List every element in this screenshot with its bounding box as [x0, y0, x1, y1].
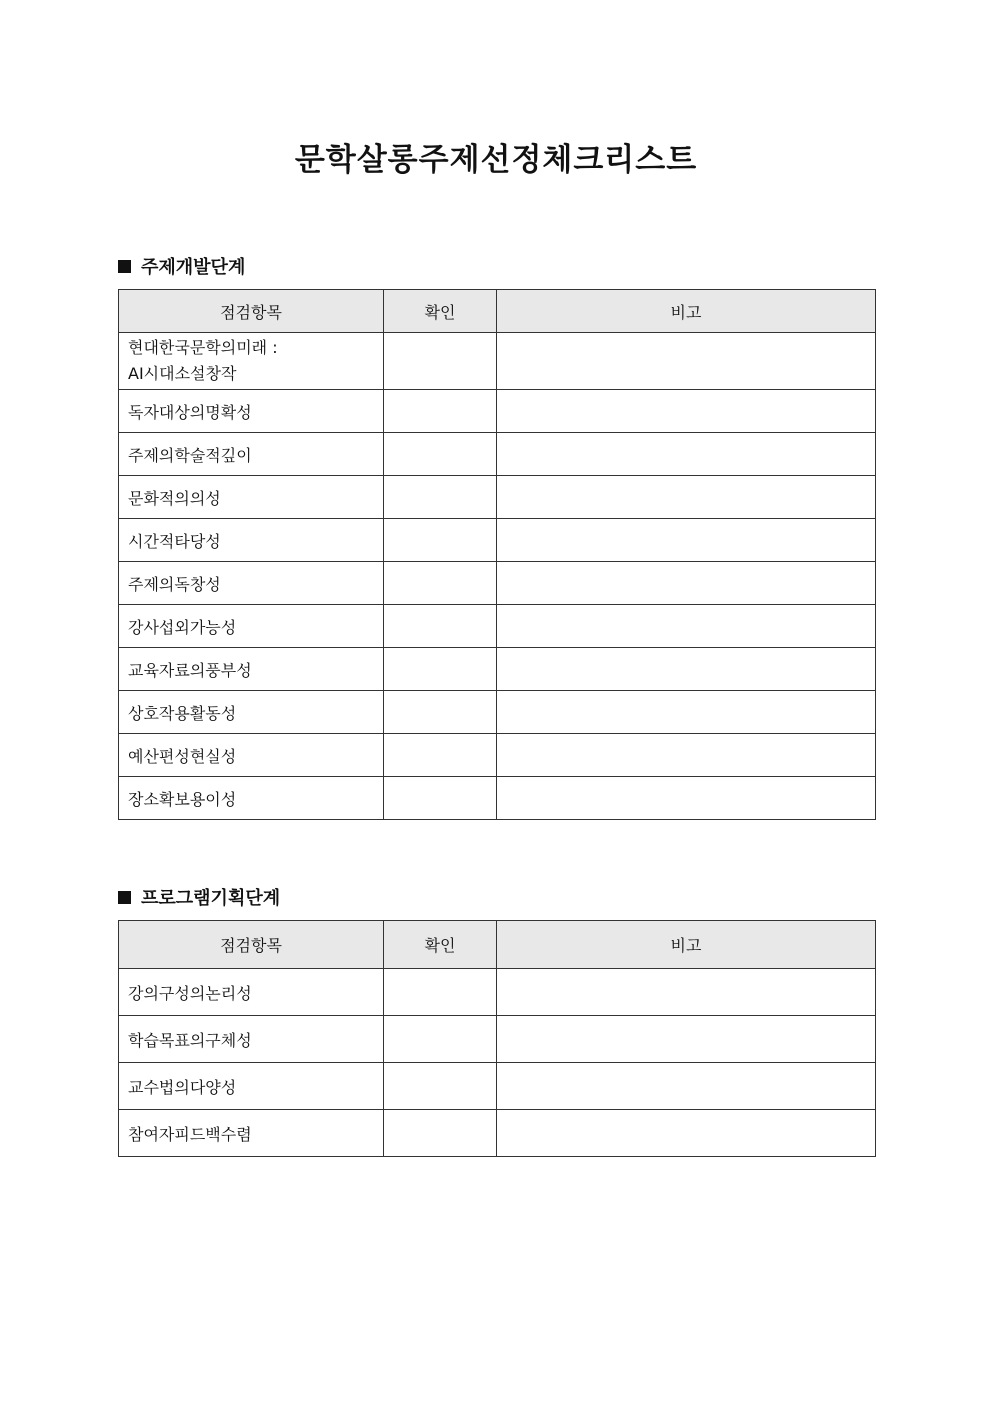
item-cell: 장소확보용이성 [119, 777, 384, 820]
note-cell[interactable] [497, 476, 876, 519]
note-cell[interactable] [497, 333, 876, 390]
table-row [119, 648, 876, 691]
table-row [119, 1016, 876, 1063]
square-bullet-icon [118, 891, 131, 904]
item-cell: 교수법의다양성 [119, 1063, 384, 1110]
confirm-cell[interactable] [384, 691, 497, 734]
item-cell: 주제의독창성 [119, 562, 384, 605]
table-row [119, 476, 876, 519]
item-cell [119, 333, 384, 390]
item-cell: 문화적의의성 [119, 476, 384, 519]
confirm-cell[interactable] [384, 390, 497, 433]
confirm-cell[interactable] [384, 1063, 497, 1110]
item-cell: 주제의학술적깊이 [119, 433, 384, 476]
confirm-cell[interactable] [384, 734, 497, 777]
item-cell: 강사섭외가능성 [119, 605, 384, 648]
note-cell[interactable] [497, 777, 876, 820]
confirm-cell[interactable] [384, 648, 497, 691]
confirm-cell[interactable] [384, 1110, 497, 1157]
square-bullet-icon [118, 260, 131, 273]
confirm-cell[interactable] [384, 562, 497, 605]
confirm-cell[interactable] [384, 969, 497, 1016]
note-cell[interactable] [497, 519, 876, 562]
column-header-note: 비고 [497, 921, 876, 969]
item-cell: 상호작용활동성 [119, 691, 384, 734]
note-cell[interactable] [497, 734, 876, 777]
note-cell[interactable] [497, 648, 876, 691]
confirm-cell[interactable] [384, 605, 497, 648]
page-title: 문학살롱주제선정체크리스트 [294, 142, 698, 178]
item-cell: 시간적타당성 [119, 519, 384, 562]
table-row [119, 333, 876, 390]
checklist-table-program-planning [118, 920, 876, 1157]
section-heading-label: 주제개발단계 [141, 257, 246, 278]
table-row [119, 605, 876, 648]
item-label-line1: 현대한국문학의미래 : [128, 338, 278, 357]
confirm-cell[interactable] [384, 519, 497, 562]
item-cell: 학습목표의구체성 [119, 1016, 384, 1063]
column-header-note: 비고 [497, 290, 876, 333]
column-header-item: 점검항목 [119, 921, 384, 969]
table-row [119, 777, 876, 820]
item-label-line2: AI시대소설창작 [128, 364, 237, 383]
note-cell[interactable] [497, 969, 876, 1016]
note-cell[interactable] [497, 605, 876, 648]
section-heading-label: 프로그램기획단계 [141, 888, 281, 909]
note-cell[interactable] [497, 1016, 876, 1063]
item-cell: 강의구성의논리성 [119, 969, 384, 1016]
table-header-row [119, 290, 876, 333]
column-header-confirm: 확인 [384, 921, 497, 969]
note-cell[interactable] [497, 390, 876, 433]
table-row [119, 433, 876, 476]
table-row [119, 390, 876, 433]
table-row [119, 734, 876, 777]
note-cell[interactable] [497, 562, 876, 605]
item-cell: 예산편성현실성 [119, 734, 384, 777]
checklist-table-topic-development [118, 289, 876, 820]
table-row [119, 691, 876, 734]
table-header-row [119, 921, 876, 969]
table-row [119, 519, 876, 562]
item-cell: 독자대상의명확성 [119, 390, 384, 433]
table-row [119, 1110, 876, 1157]
note-cell[interactable] [497, 1110, 876, 1157]
section-heading-program-planning [118, 884, 280, 910]
confirm-cell[interactable] [384, 1016, 497, 1063]
confirm-cell[interactable] [384, 777, 497, 820]
table-row [119, 1063, 876, 1110]
note-cell[interactable] [497, 691, 876, 734]
note-cell[interactable] [497, 433, 876, 476]
section-heading-topic-development [118, 253, 245, 279]
item-cell: 참여자피드백수렴 [119, 1110, 384, 1157]
item-cell: 교육자료의풍부성 [119, 648, 384, 691]
note-cell[interactable] [497, 1063, 876, 1110]
column-header-item: 점검항목 [119, 290, 384, 333]
confirm-cell[interactable] [384, 333, 497, 390]
table-row [119, 969, 876, 1016]
confirm-cell[interactable] [384, 433, 497, 476]
column-header-confirm: 확인 [384, 290, 497, 333]
confirm-cell[interactable] [384, 476, 497, 519]
table-row [119, 562, 876, 605]
